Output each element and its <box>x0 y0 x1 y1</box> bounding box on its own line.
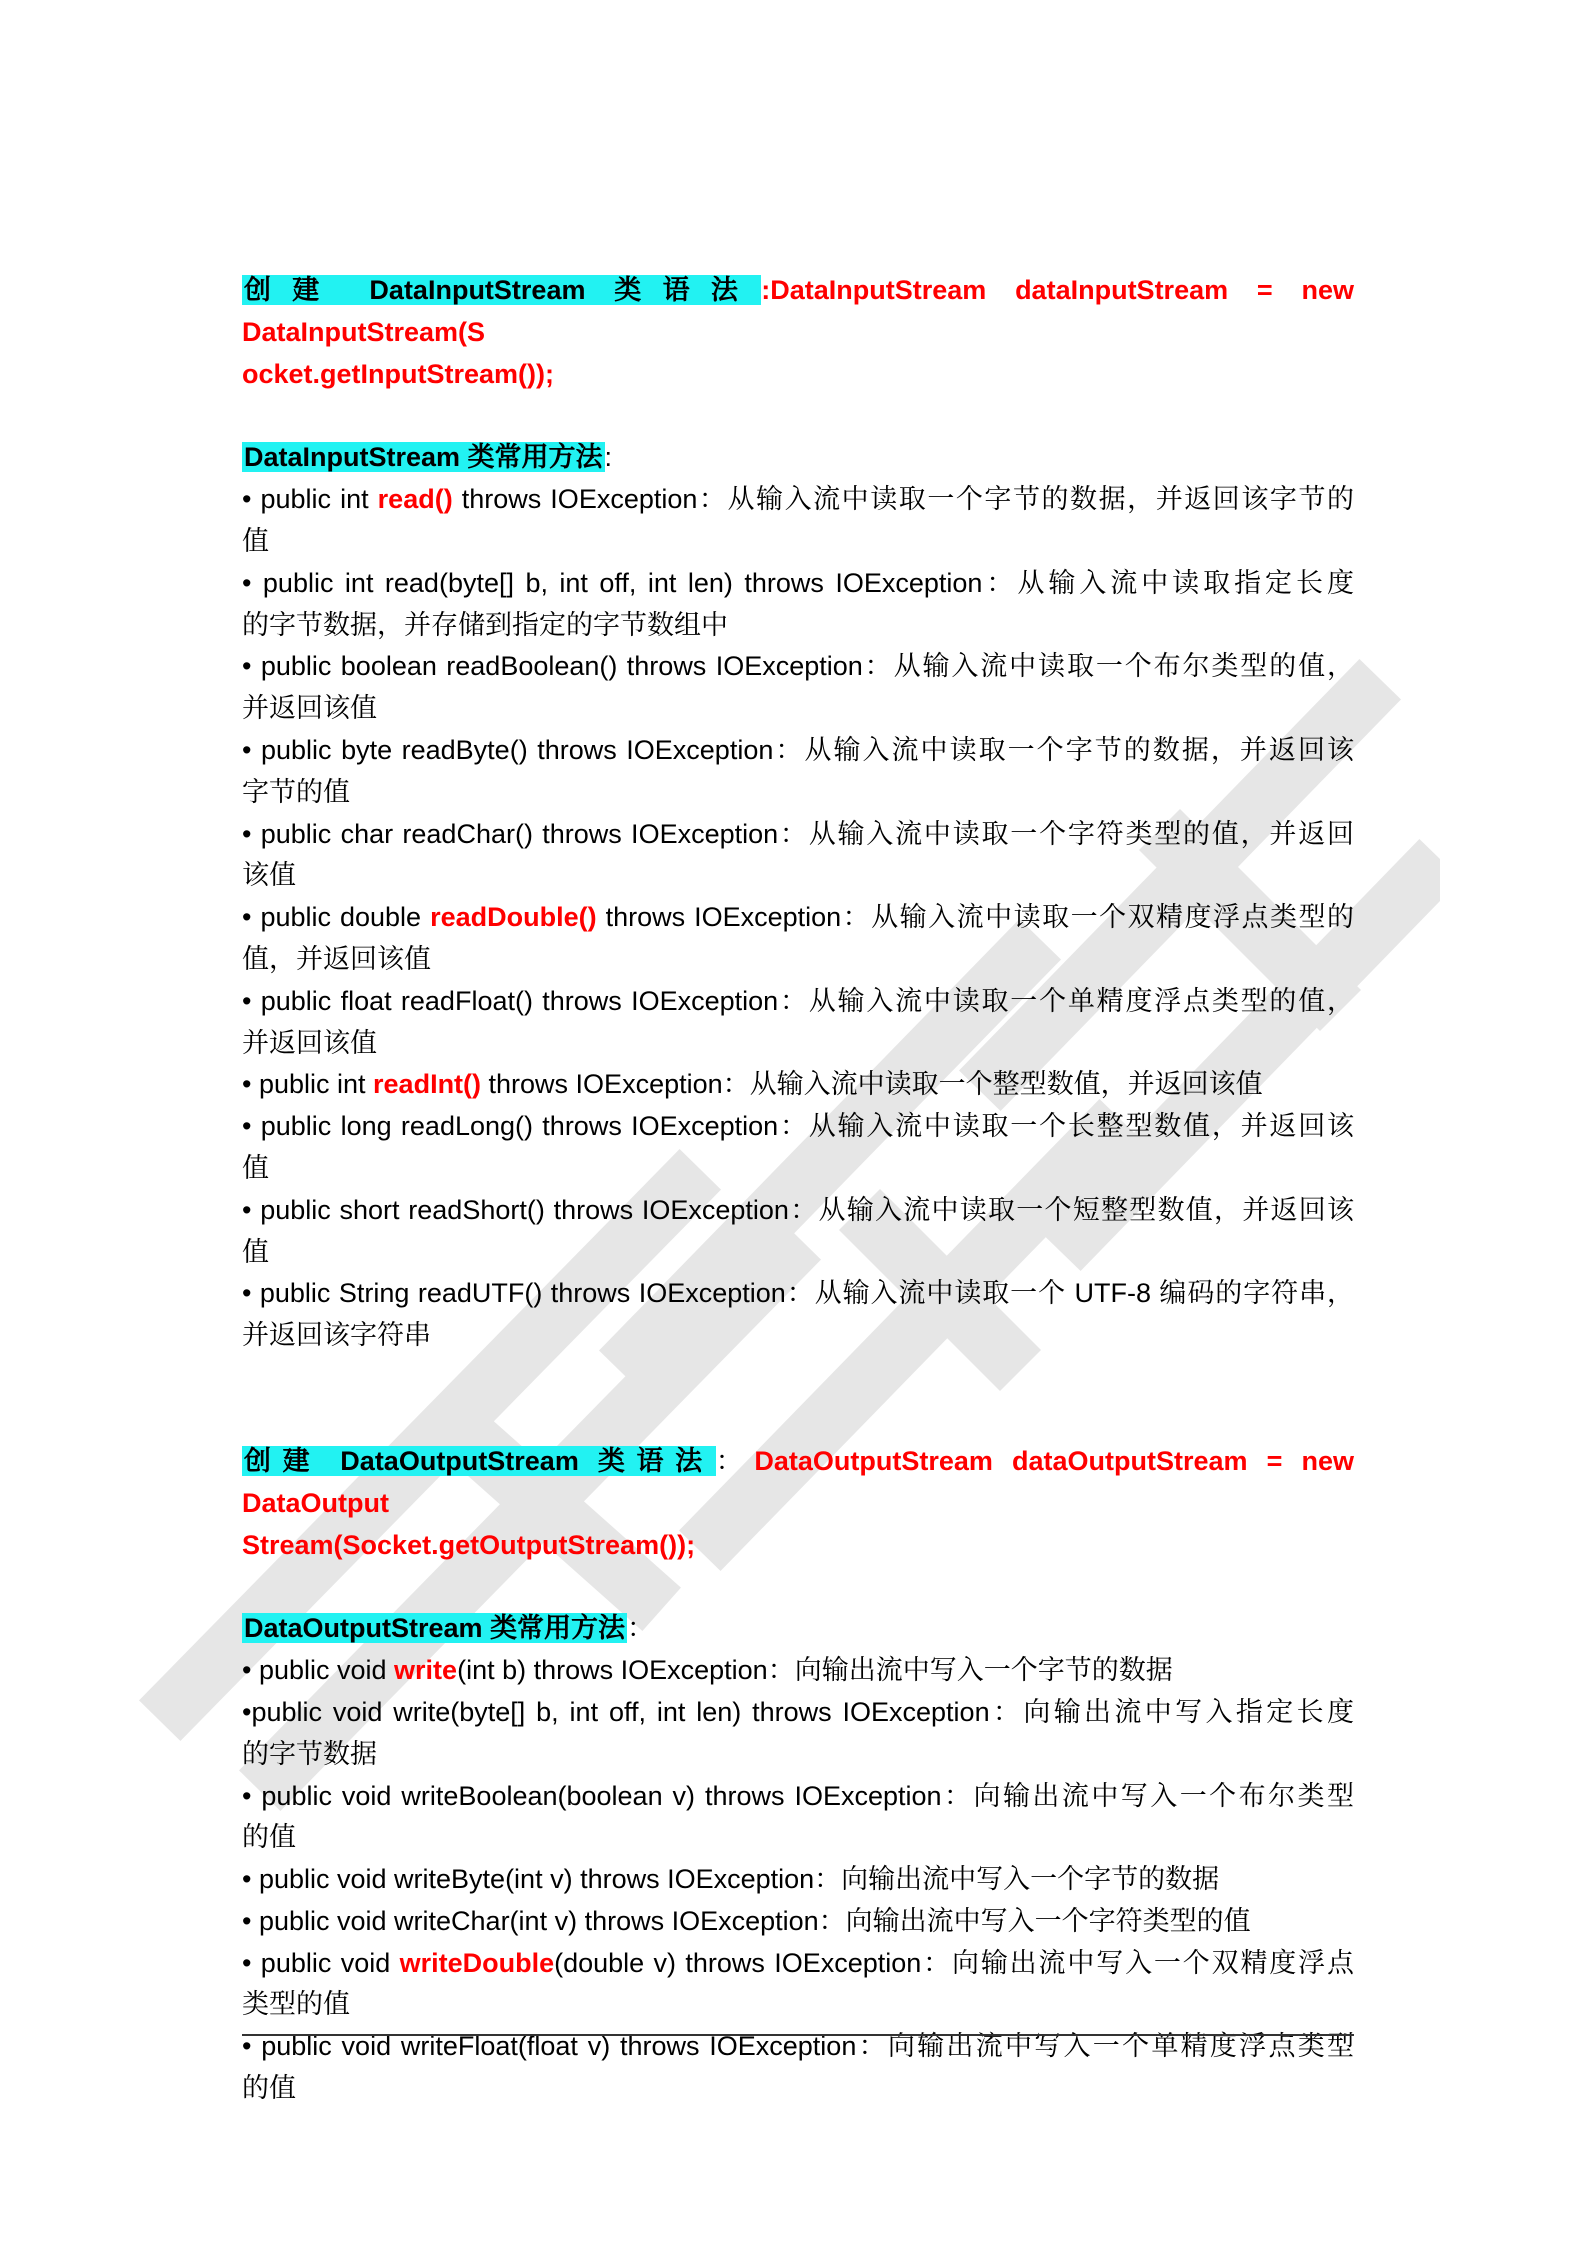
list-item: • public short readShort() throws IOException：从输入流中读取一个短整型数值，并返回该 <box>242 1194 1354 1225</box>
list-item-continuation: 并返回该字符串 <box>242 1320 431 1351</box>
list-item: • public void writeByte(int v) throws IOException：向输出流中写入一个字节的数据 <box>242 1864 1220 1895</box>
section1-syntax-line1: 创建 DataInputStream 类语法:DataInputStream dataInputStream = new DataInputStream(S <box>242 275 1355 347</box>
list-item: • public void write(int b) throws IOException：向输出流中写入一个字节的数据 <box>242 1655 1173 1686</box>
list-item-continuation: 并返回该值 <box>242 1027 377 1058</box>
list-item: • public byte readByte() throws IOException：从输入流中读取一个字节的数据，并返回该 <box>242 734 1354 765</box>
list-item-continuation: 的值 <box>242 2073 296 2104</box>
list-item: • public void writeFloat(float v) throws IOException：向输出流中写入一个单精度浮点类型 <box>242 2031 1354 2062</box>
list-item-continuation: 值，并返回该值 <box>242 943 431 974</box>
list-item: • public int read() throws IOException：从输入流中读取一个字节的数据，并返回该字节的 <box>242 484 1354 515</box>
list-item-continuation: 类型的值 <box>242 1989 350 2020</box>
list-item: • public void writeBoolean(boolean v) throws IOException：向输出流中写入一个布尔类型 <box>242 1780 1354 1811</box>
list-item: • public double readDouble() throws IOException：从输入流中读取一个双精度浮点类型的 <box>242 902 1354 933</box>
list-item: • public float readFloat() throws IOException：从输入流中读取一个单精度浮点类型的值， <box>242 985 1354 1016</box>
section1-code: DataInputStream dataInputStream = new DataInputStream(S <box>242 275 1355 347</box>
section1-heading-highlight: 创建 DataInputStream 类语法 <box>244 275 760 305</box>
list-item-continuation: 字节的值 <box>242 776 350 807</box>
list-item-continuation: 的字节数据，并存储到指定的字节数组中 <box>242 609 728 640</box>
list-item: • public long readLong() throws IOException：从输入流中读取一个长整型数值，并返回该 <box>242 1111 1354 1142</box>
section2-heading-highlight: 创建 DataOutputStream 类语法 <box>244 1445 714 1476</box>
section1-syntax-line2: ocket.getInputStream()); <box>242 358 555 389</box>
list-item: • public char readChar() throws IOException：从输入流中读取一个字符类型的值，并返回 <box>242 818 1354 849</box>
methods2-heading: DataOutputStream 类常用方法： <box>244 1613 655 1644</box>
list-item: •public void write(byte[] b, int off, int len) throws IOException：向输出流中写入指定长度 <box>242 1696 1354 1727</box>
list-item-continuation: 值 <box>242 525 269 556</box>
list-item-continuation: 值 <box>242 1152 269 1183</box>
list-item: • public void writeChar(int v) throws IOException：向输出流中写入一个字符类型的值 <box>242 1905 1251 1936</box>
list-item: • public int readInt() throws IOException：从输入流中读取一个整型数值，并返回该值 <box>242 1069 1263 1100</box>
list-item-continuation: 该值 <box>242 860 296 891</box>
section2-code: DataOutputStream dataOutputStream = new DataOutput <box>242 1445 1354 1518</box>
list-item-continuation: 的字节数据 <box>242 1738 377 1769</box>
methods1-list <box>242 479 1354 1357</box>
list-item: • public void writeDouble(double v) throws IOException：向输出流中写入一个双精度浮点 <box>242 1947 1354 1978</box>
list-item-continuation: 值 <box>242 1236 269 1267</box>
section2-syntax-line1: 创建 DataOutputStream 类语法：DataOutputStream dataOutputStream = new DataOutput <box>242 1445 1354 1518</box>
methods1-heading: DataInputStream 类常用方法: <box>244 442 613 473</box>
methods2-list <box>242 1650 1354 2110</box>
list-item: • public int read(byte[] b, int off, int len) throws IOException：从输入流中读取指定长度 <box>242 567 1354 598</box>
list-item-continuation: 的值 <box>242 1822 296 1853</box>
page-footer-rule <box>242 2034 1354 2036</box>
list-item: • public boolean readBoolean() throws IOException：从输入流中读取一个布尔类型的值， <box>242 651 1354 682</box>
list-item-continuation: 并返回该值 <box>242 693 377 724</box>
document-page <box>242 270 1354 2110</box>
list-item: • public String readUTF() throws IOException：从输入流中读取一个 UTF-8 编码的字符串， <box>242 1278 1354 1309</box>
section2-syntax-line2: Stream(Socket.getOutputStream()); <box>242 1529 696 1560</box>
